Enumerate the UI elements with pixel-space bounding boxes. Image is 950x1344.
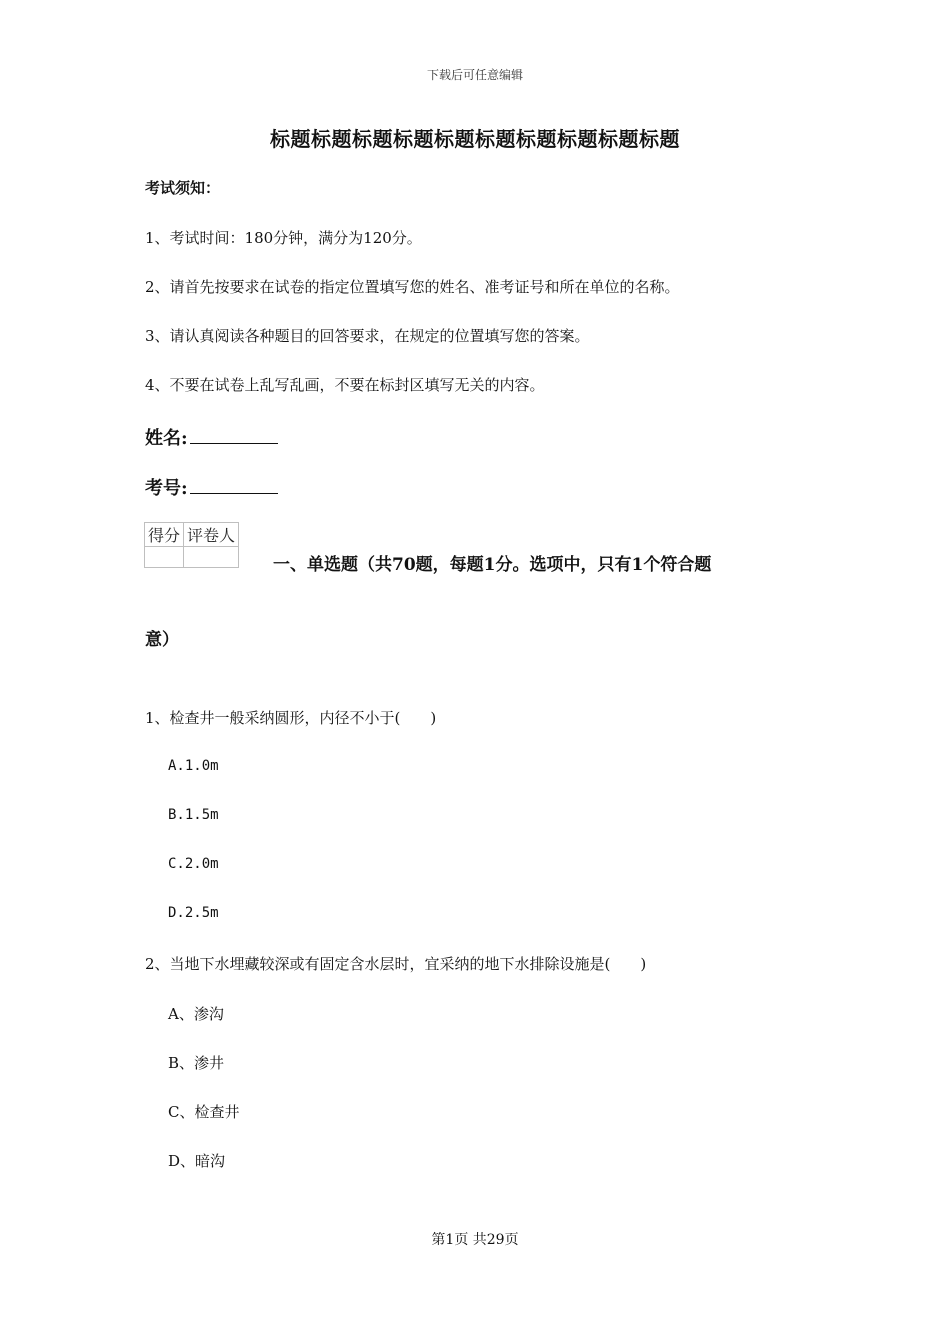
name-blank[interactable]	[190, 427, 278, 444]
notice-item: 3、请认真阅读各种题目的回答要求，在规定的位置填写您的答案。	[145, 327, 590, 345]
question-2-option-a: A、渗沟	[168, 1005, 224, 1023]
section-title-line1: 一、单选题（共70题，每题1分。选项中，只有1个符合题	[273, 555, 712, 575]
grader-cell	[184, 547, 239, 568]
section-title-line2: 意）	[145, 630, 179, 650]
score-cell	[145, 547, 184, 568]
question-1-option-a: A.1.0m	[168, 758, 219, 774]
name-label: 姓名:	[145, 428, 188, 449]
question-2-option-d: D、暗沟	[168, 1152, 226, 1170]
grader-header: 评卷人	[184, 523, 239, 547]
question-2-option-c: C、检查井	[168, 1103, 240, 1121]
question-1: 1、检查井一般采纳圆形，内径不小于( )	[145, 709, 437, 727]
name-field	[145, 424, 278, 450]
notice-item: 2、请首先按要求在试卷的指定位置填写您的姓名、准考证号和所在单位的名称。	[145, 278, 680, 296]
score-header: 得分	[145, 523, 184, 547]
question-1-option-b: B.1.5m	[168, 807, 219, 823]
question-1-option-c: C.2.0m	[168, 856, 219, 872]
question-2: 2、当地下水埋藏较深或有固定含水层时，宜采纳的地下水排除设施是( )	[145, 955, 647, 973]
document-title: 标题标题标题标题标题标题标题标题标题标题	[270, 127, 680, 151]
id-blank[interactable]	[190, 477, 278, 494]
score-table	[144, 522, 239, 568]
question-1-option-d: D.2.5m	[168, 905, 219, 921]
header-note: 下载后可任意编辑	[426, 68, 523, 82]
id-field	[145, 474, 278, 500]
question-2-option-b: B、渗井	[168, 1054, 225, 1072]
id-label: 考号:	[145, 478, 188, 499]
notice-item: 1、考试时间：180分钟，满分为120分。	[145, 229, 422, 247]
page-footer: 第1页 共29页	[431, 1232, 519, 1248]
notice-item: 4、不要在试卷上乱写乱画，不要在标封区填写无关的内容。	[145, 376, 545, 394]
notice-heading: 考试须知：	[145, 179, 221, 197]
